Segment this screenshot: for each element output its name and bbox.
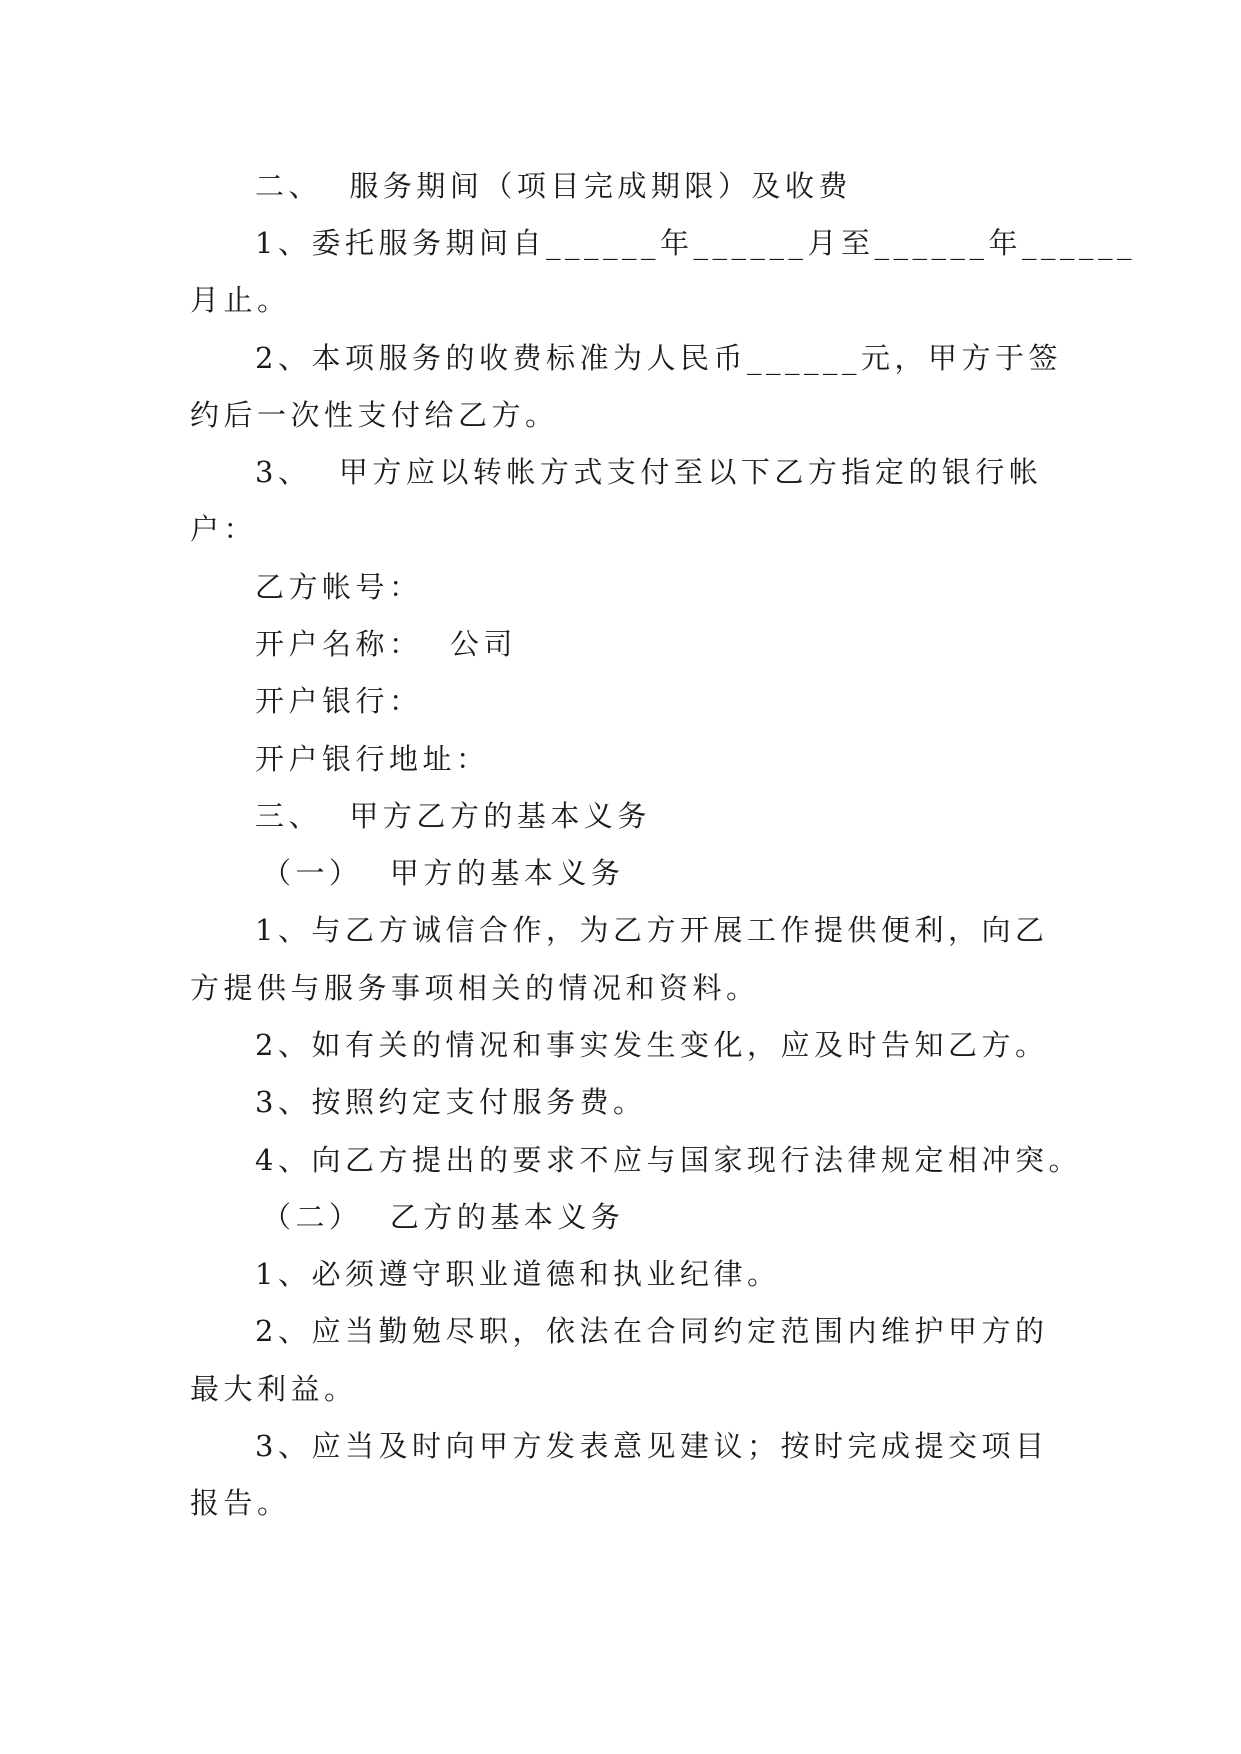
section2-item2-line1: 2、本项服务的收费标准为人民币______元，甲方于签 xyxy=(255,341,1062,375)
section2-item1-line2: 月止。 xyxy=(190,283,291,317)
party-b-item3-line2: 报告。 xyxy=(190,1486,291,1520)
party-a-item4: 4、向乙方提出的要求不应与国家现行法律规定相冲突。 xyxy=(255,1143,1082,1177)
party-b-item2-line2: 最大利益。 xyxy=(190,1372,358,1406)
party-a-item3: 3、按照约定支付服务费。 xyxy=(255,1085,647,1119)
section2-heading: 二、 服务期间（项目完成期限）及收费 xyxy=(255,169,852,203)
party-a-item1-line2: 方提供与服务事项相关的情况和资料。 xyxy=(190,971,760,1005)
account-name: 开户名称： 公司 xyxy=(255,627,517,661)
section3-heading: 三、 甲方乙方的基本义务 xyxy=(255,799,651,833)
party-b-item1: 1、必须遵守职业道德和执业纪律。 xyxy=(255,1257,781,1291)
party-a-item2: 2、如有关的情况和事实发生变化，应及时告知乙方。 xyxy=(255,1028,1049,1062)
section2-item3-line1: 3、 甲方应以转帐方式支付至以下乙方指定的银行帐 xyxy=(255,455,1043,489)
section2-item3-line2: 户： xyxy=(190,512,258,546)
bank-name: 开户银行： xyxy=(255,684,423,718)
party-a-item1-line1: 1、与乙方诚信合作，为乙方开展工作提供便利，向乙 xyxy=(255,913,1049,947)
bank-address: 开户银行地址： xyxy=(255,742,490,776)
party-a-heading: （一） 甲方的基本义务 xyxy=(262,856,625,890)
party-b-item2-line1: 2、应当勤勉尽职，依法在合同约定范围内维护甲方的 xyxy=(255,1314,1049,1348)
party-b-item3-line1: 3、应当及时向甲方发表意见建议；按时完成提交项目 xyxy=(255,1429,1049,1463)
party-b-heading: （二） 乙方的基本义务 xyxy=(262,1200,625,1234)
account-number: 乙方帐号： xyxy=(255,570,423,604)
section2-item1-line1: 1、委托服务期间自______年______月至______年______ xyxy=(255,226,1136,260)
section2-item2-line2: 约后一次性支付给乙方。 xyxy=(190,398,559,432)
